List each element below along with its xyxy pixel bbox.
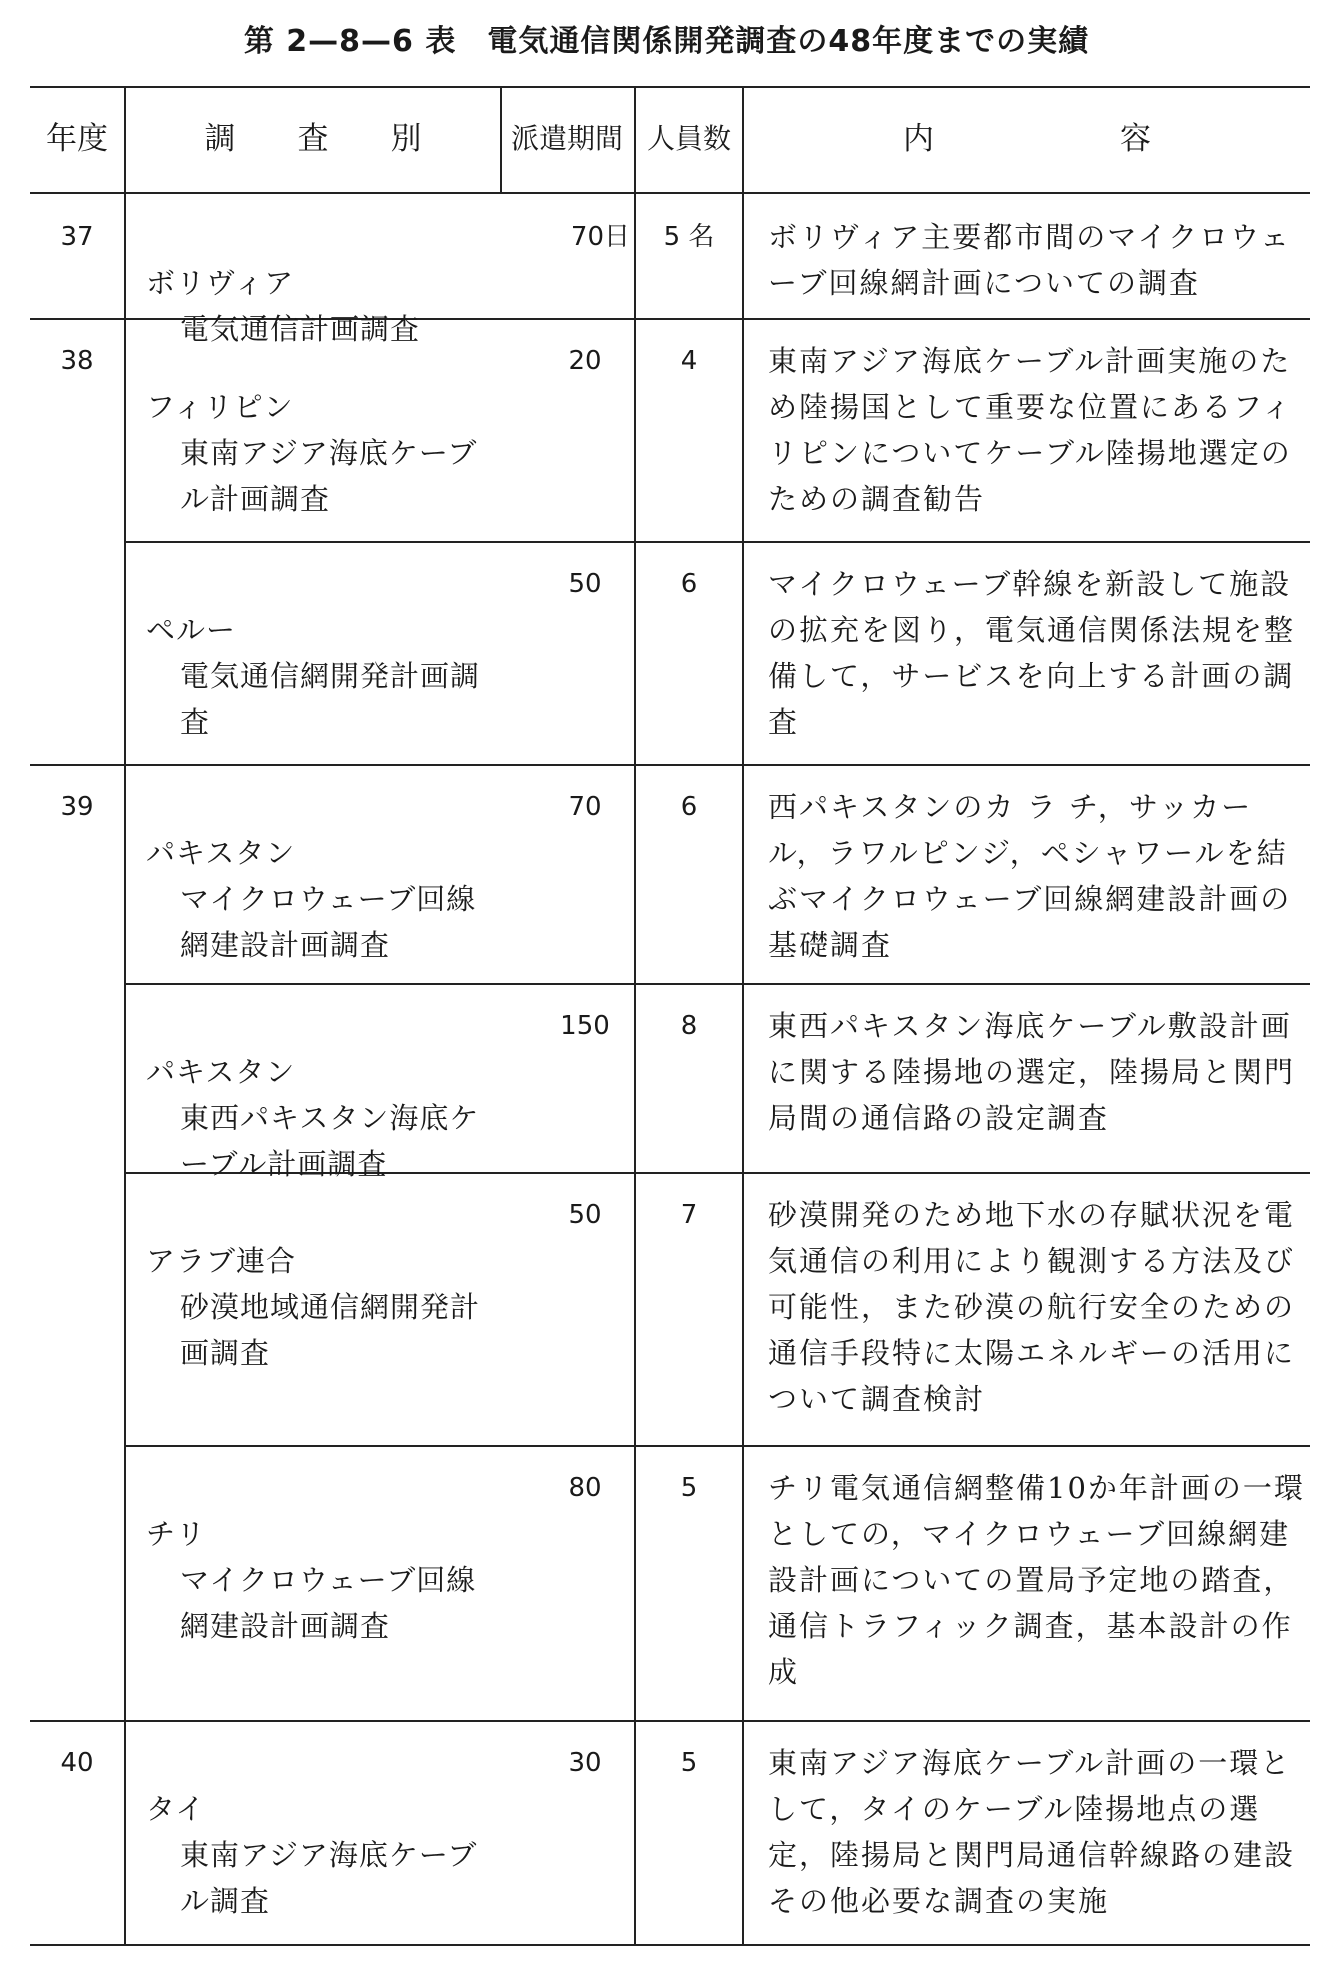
period-cell: 150 xyxy=(560,1011,610,1041)
period-cell: 80 xyxy=(568,1473,602,1503)
survey-cell xyxy=(146,338,500,568)
period-cell: 70 xyxy=(568,792,602,822)
content-cell: 砂漠開発のため地下水の存賦状況を電気通信の利用により観測する方法及び可能性，また砂漠の航行安全のための通信手段特に太陽エネルギーの活用について調査検討 xyxy=(768,1198,1296,1416)
survey-name: 東南アジア海底ケーブル計画調査 xyxy=(180,436,478,516)
year-cell: 40 xyxy=(60,1748,94,1778)
col-rule-4 xyxy=(742,86,744,1944)
header-content: 内 容 xyxy=(903,121,1151,157)
header-survey: 調 査 別 xyxy=(204,121,422,157)
country-name: パキスタン xyxy=(146,836,296,870)
country-name: ペルー xyxy=(146,613,237,647)
survey-cell xyxy=(146,1192,500,1422)
period-cell: 50 xyxy=(568,1200,602,1230)
survey-cell xyxy=(146,561,500,791)
rule-header-bottom xyxy=(30,192,1310,194)
rule-row-chile xyxy=(126,1445,1310,1447)
persons-cell: 6 xyxy=(680,569,698,599)
survey-cell xyxy=(146,784,500,1014)
period-cell: 20 xyxy=(568,346,602,376)
rule-row-40 xyxy=(30,1720,1310,1722)
content-cell: マイクロウェーブ幹線を新設して施設の拡充を図り，電気通信関係法規を整備して，サービスを向上する計画の調査 xyxy=(768,567,1296,739)
content-cell: 東南アジア海底ケーブル計画の一環として，タイのケーブル陸揚地点の選定，陸揚局と関門局通信幹線路の建設その他必要な調査の実施 xyxy=(768,1746,1296,1918)
header-persons: 人員数 xyxy=(646,122,731,155)
table-title: 第 2—8—6 表 電気通信関係開発調査の48年度までの実績 xyxy=(243,24,1090,59)
content-cell: 東南アジア海底ケーブル計画実施のため陸揚国として重要な位置にあるフィリピンについてケーブル陸揚地選定のための調査勧告 xyxy=(768,344,1293,516)
country-name: チリ xyxy=(146,1517,207,1551)
year-cell: 39 xyxy=(60,792,94,822)
year-cell: 38 xyxy=(60,346,94,376)
content-cell: チリ電気通信網整備10か年計画の一環としての，マイクロウェーブ回線網建設計画についての置局予定地の踏査，通信トラフィック調査，基本設計の作成 xyxy=(768,1471,1305,1689)
period-cell: 70日 xyxy=(570,222,630,252)
country-name: パキスタン xyxy=(146,1055,296,1089)
col-rule-1 xyxy=(124,86,126,1944)
header-period: 派遣期間 xyxy=(510,122,623,155)
content-cell: 東西パキスタン海底ケーブル敷設計画に関する陸揚地の選定，陸揚局と関門局間の通信路の設定調査 xyxy=(768,1009,1296,1135)
survey-name: 電気通信計画調査 xyxy=(180,312,421,346)
persons-cell: 6 xyxy=(680,792,698,822)
survey-name: マイクロウェーブ回線網建設計画調査 xyxy=(180,1563,477,1643)
survey-name: 電気通信網開発計画調査 xyxy=(180,659,481,739)
country-name: アラブ連合 xyxy=(146,1244,297,1278)
persons-cell: 5 名 xyxy=(663,222,715,252)
year-cell: 37 xyxy=(60,222,94,252)
survey-cell xyxy=(146,1465,500,1695)
persons-cell: 4 xyxy=(680,346,698,376)
survey-name: 砂漠地域通信網開発計画調査 xyxy=(180,1290,481,1370)
survey-name: マイクロウェーブ回線網建設計画調査 xyxy=(180,882,477,962)
content-cell: 西パキスタンのカ ラ チ，サッカール，ラワルピンジ，ペシャワールを結ぶマイクロウェーブ回線網建設計画の基礎調査 xyxy=(768,790,1292,962)
period-cell: 50 xyxy=(568,569,602,599)
country-name: タイ xyxy=(146,1792,206,1826)
rule-top xyxy=(30,86,1310,88)
period-cell: 30 xyxy=(568,1748,602,1778)
persons-cell: 7 xyxy=(680,1200,698,1230)
persons-cell: 5 xyxy=(680,1748,698,1778)
persons-cell: 8 xyxy=(680,1011,698,1041)
survey-cell xyxy=(146,1740,500,1970)
content-cell: ボリヴィア主要都市間のマイクロウェーブ回線網計画についての調査 xyxy=(768,220,1291,300)
persons-cell: 5 xyxy=(680,1473,698,1503)
country-name: ボリヴィア xyxy=(146,266,295,300)
country-name: フィリピン xyxy=(146,390,294,424)
survey-name: 東西パキスタン海底ケーブル計画調査 xyxy=(180,1101,480,1181)
header-year: 年度 xyxy=(46,121,108,157)
survey-name: 東南アジア海底ケーブル調査 xyxy=(180,1838,478,1918)
